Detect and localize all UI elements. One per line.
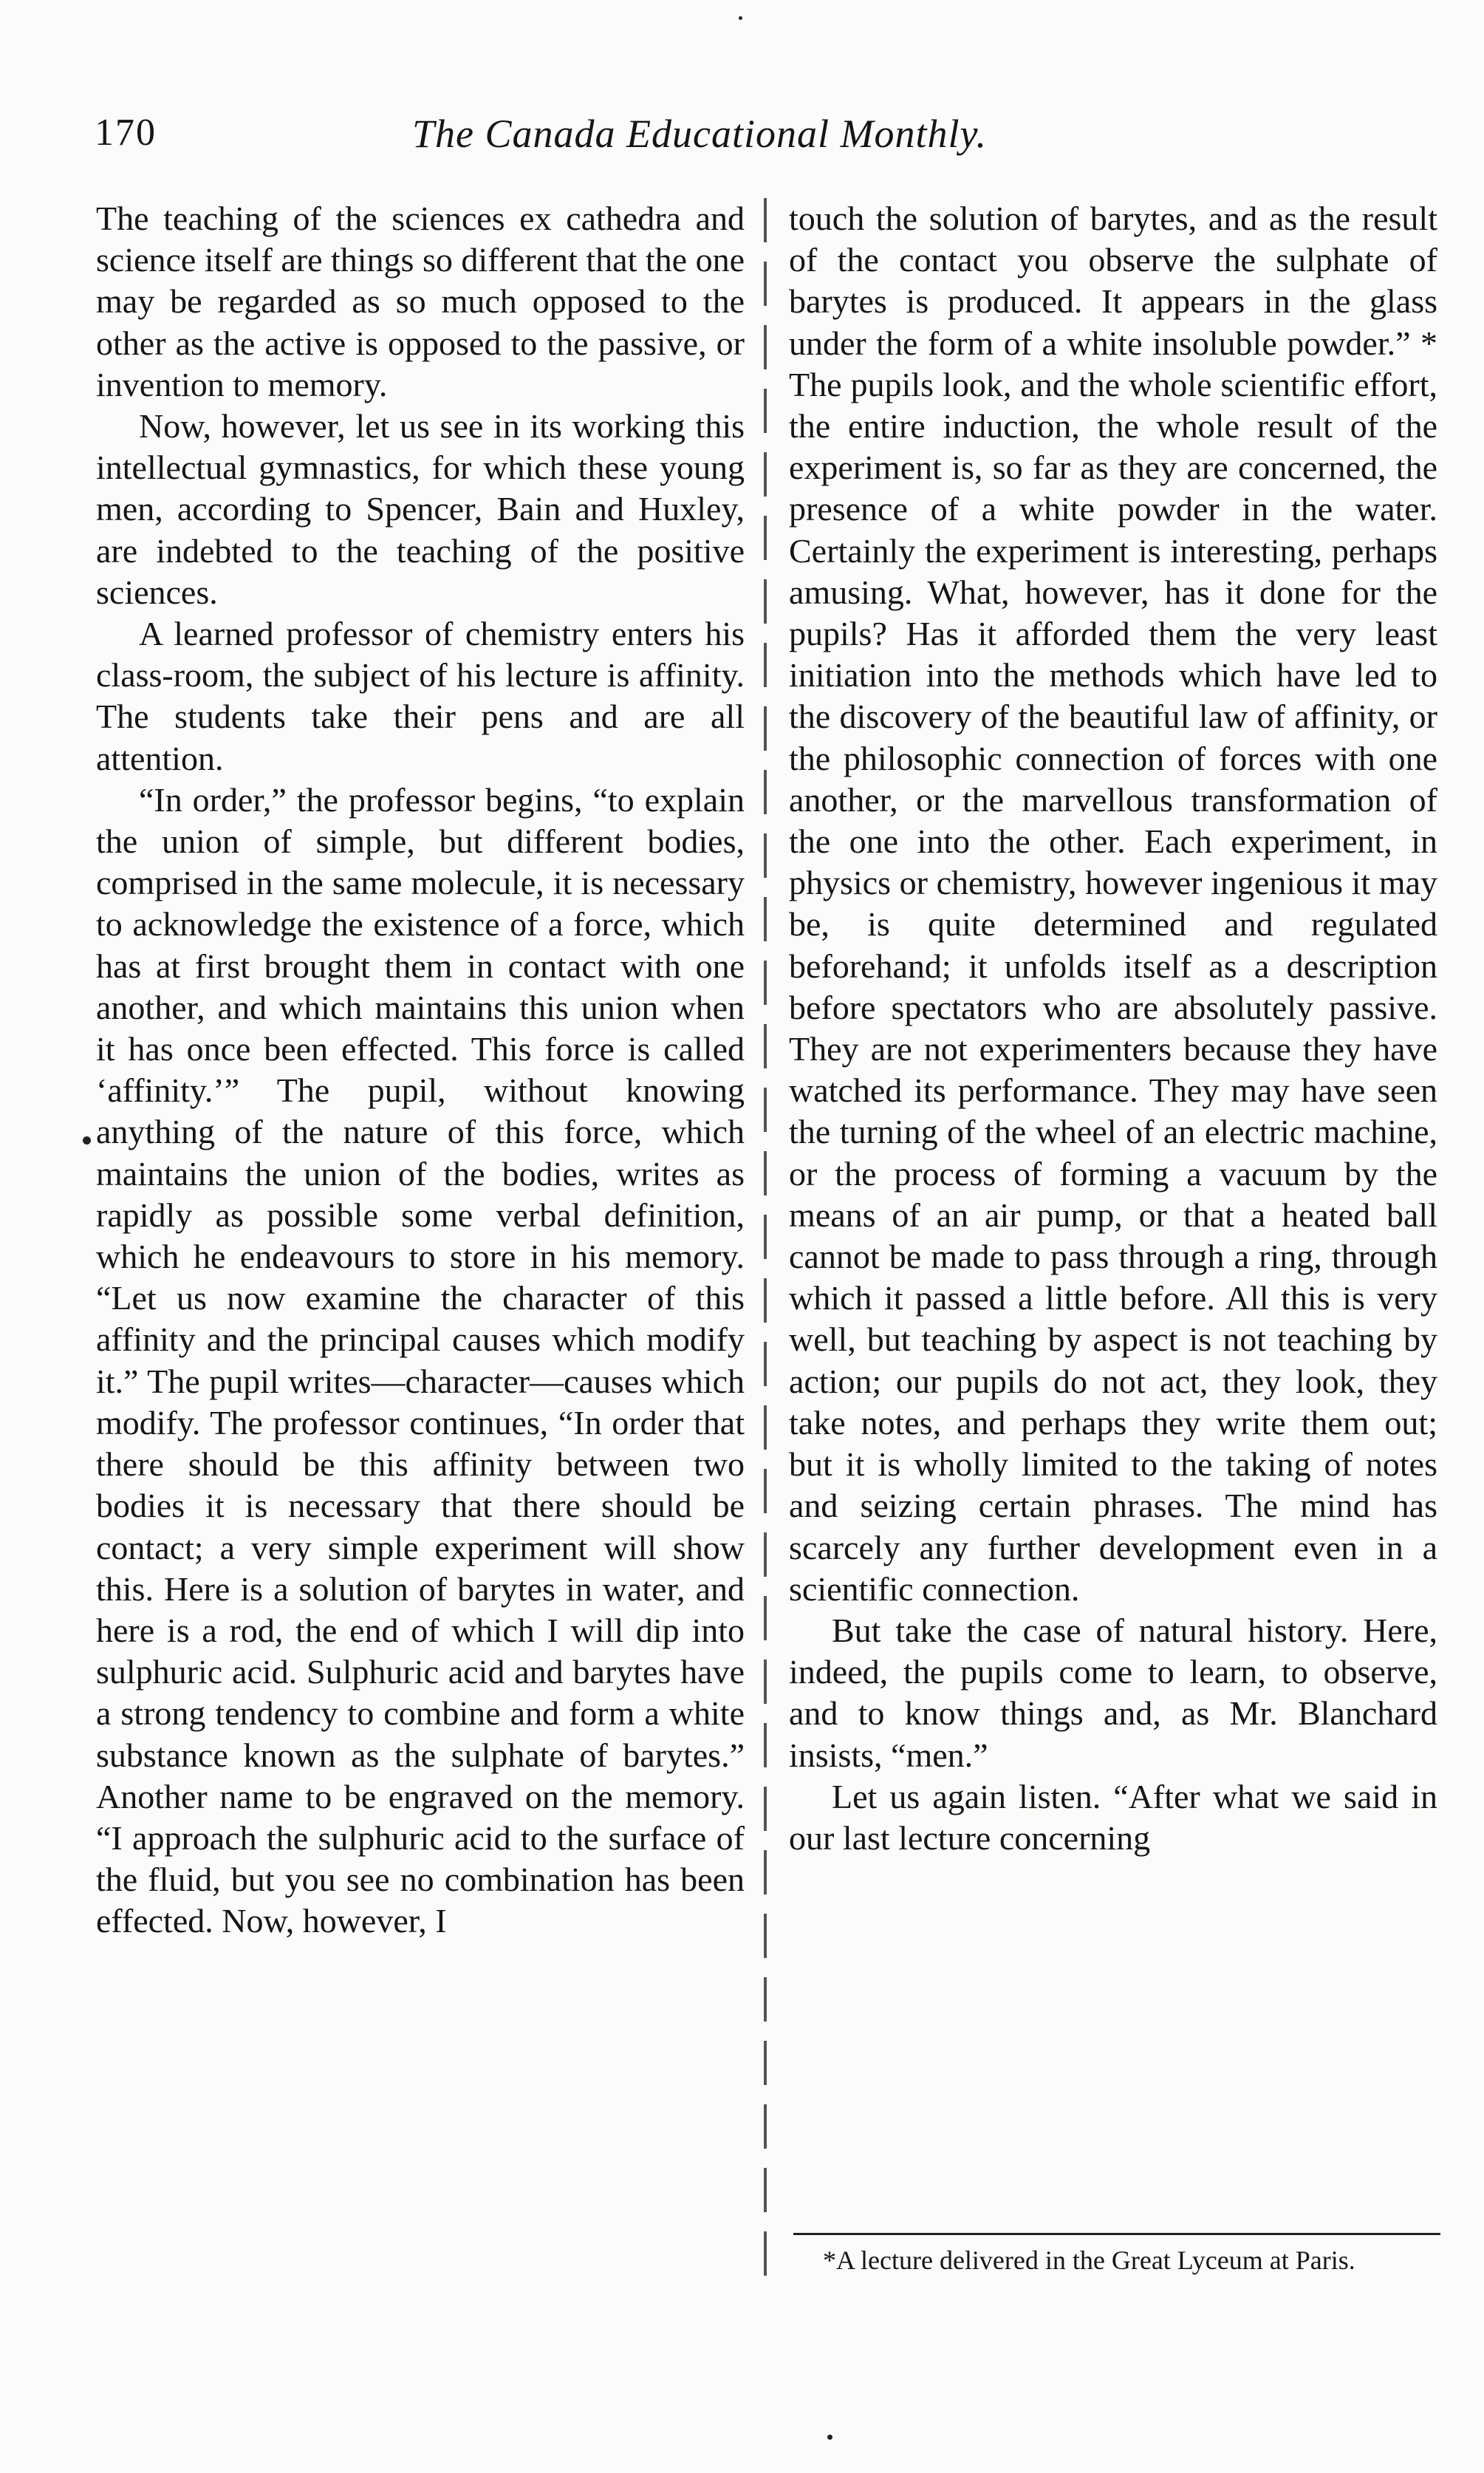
speck-mark — [827, 2435, 832, 2440]
page-number: 170 — [95, 112, 157, 154]
left-column — [96, 198, 745, 1942]
paragraph: touch the solution of barytes, and as the result of the contact you observe the sulphate of barytes is produced. It appears in the glass under the form of a white insoluble powder.” * The pupils look, and the whole scientific effort, the entire induction, the whole result of the experiment is, so far as they are concerned, the presence of a white powder in the water. Certainly the experiment is interesting, perhaps amusing. What, however, has it done for the pupils? Has it afforded them the very least initiation into the methods which have led to the discovery of the beautiful law of affinity, or the philosophic connection of forces with one another, or the marvellous transformation of the one into the other. Each experiment, in physics or chemistry, however ingenious it may be, is quite determined and regulated beforehand; it unfolds itself as a description before spectators who are absolutely passive. They are not experimenters because they have watched its performance. They may have seen the turning of the wheel of an electric machine, or the process of forming a vacuum by the means of an air pump, or that a heated ball cannot be made to pass through a ring, through which it passed a little before. All this is very well, but teaching by aspect is not teaching by action; our pupils do not act, they look, they take notes, and perhaps they write them out; but it is wholly limited to the taking of notes and seizing certain phrases. The mind has scarcely any further development even in a scientific connection. — [789, 199, 1437, 1608]
footnote: *A lecture delivered in the Great Lyceum at Paris. — [823, 2245, 1355, 2275]
paragraph: The teaching of the sciences ex cathedra and science itself are things so different that the one may be regarded as so much opposed to the other as the active is opposed to the passive, or invention to memory. — [96, 199, 745, 403]
paragraph: A learned professor of chemistry enters his class-room, the subject of his lecture is affinity. The students take their pens and are all attention. — [96, 615, 745, 777]
paragraph: “In order,” the professor begins, “to explain the union of simple, but different bodies, comprised in the same molecule, it is necessary to acknowledge the existence of a force, which has at first brought them in contact with one another, and which maintains this union when it has once been effected. This force is called ‘affinity.’” The pupil, without knowing anything of the nature of this force, which maintains the union of the bodies, writes as rapidly as possible some verbal definition, which he endeavours to store in his memory. “Let us now examine the character of this affinity and the principal causes which modify it.” The pupil writes—character—causes which modify. The professor continues, “In order that there should be this affinity between two bodies it is necessary that there should be contact; a very simple experiment will show this. Here is a solution of barytes in water, and here is a rod, the end of which I will dip into sulphuric acid. Sulphuric acid and barytes have a strong tendency to combine and form a white substance known as the sulphate of barytes.” Another name to be engraved on the memory. “I approach the sulphuric acid to the surface of the fluid, but you see no combination has been effected. Now, however, I — [96, 780, 745, 1940]
margin-bullet — [83, 1136, 91, 1145]
column-rule — [764, 198, 767, 2289]
speck-mark — [739, 16, 742, 20]
page-header — [95, 111, 1446, 155]
paragraph: Now, however, let us see in its working this intellectual gymnastics, for which these young men, according to Spencer, Bain and Huxley, are indebted to the teaching of the positive sciences. — [96, 407, 745, 611]
running-title: The Canada Educational Monthly. — [412, 112, 987, 156]
paragraph: Let us again listen. “After what we said in our last lecture concerning — [789, 1777, 1437, 1857]
paragraph: But take the case of natural history. Here, indeed, the pupils come to learn, to observe, and to know things and, as Mr. Blanchard insists, “men.” — [789, 1611, 1437, 1774]
footnote-rule — [793, 2233, 1440, 2235]
right-column — [789, 198, 1437, 1859]
